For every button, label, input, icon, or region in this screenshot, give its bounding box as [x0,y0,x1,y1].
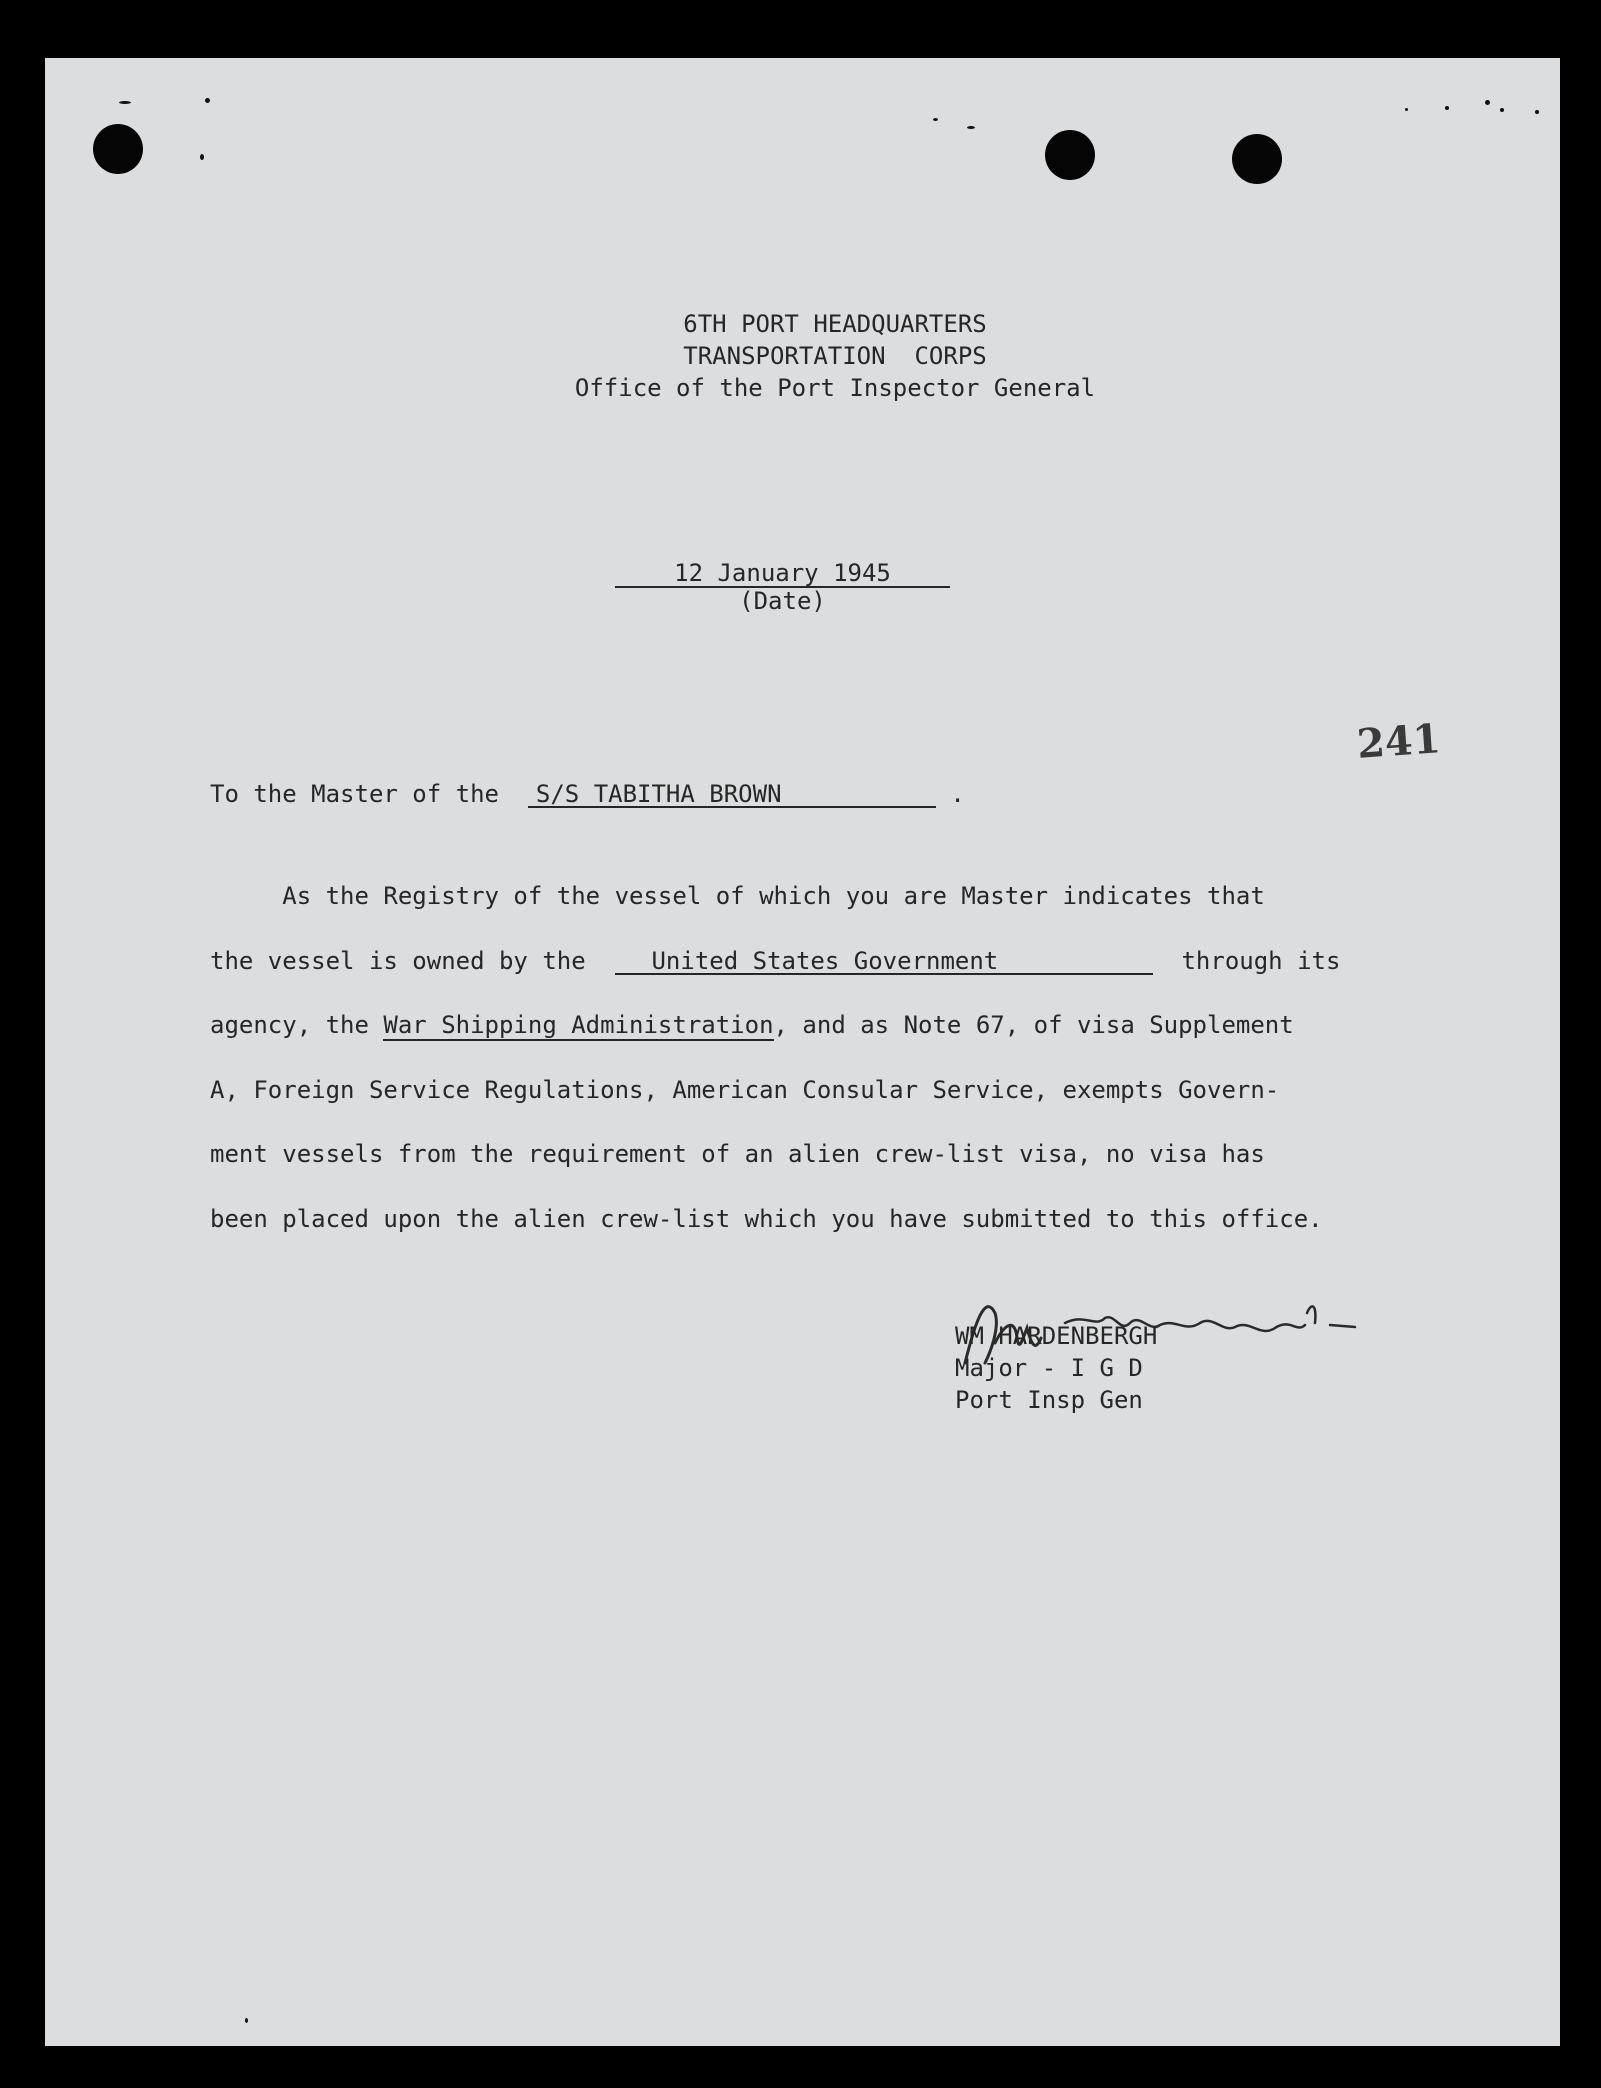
document-page [45,58,1560,2046]
speck [205,98,210,103]
agency-field: War Shipping Administration [383,1011,774,1039]
speck [1405,108,1408,111]
vessel-name-field: S/S TABITHA BROWN [528,782,936,808]
punch-hole-right [1232,134,1282,184]
date-caption: (Date) [739,587,826,615]
body-line-6: been placed upon the alien crew-list which you have submitted to this office. [210,1204,1323,1233]
letterhead-line-3: Office of the Port Inspector General [574,374,1096,402]
salutation-suffix: . [935,780,965,808]
signature-block [955,1320,1157,1416]
speck [933,118,938,121]
signatory-title: Port Insp Gen [955,1386,1143,1414]
speck [245,2018,248,2023]
letter-body [210,864,1470,1251]
speck [1500,108,1504,112]
body-line-5: ment vessels from the requirement of an alien crew-list visa, no visa has [210,1140,1265,1168]
owner-field: United States Government [615,949,1153,975]
speck [1445,106,1449,110]
body-line-3 [210,993,1470,1058]
handwritten-page-number: 241 [1355,715,1443,768]
body-line-1: As the Registry of the vessel of which you are Master indicates that [210,882,1265,910]
letterhead-line-2: TRANSPORTATION CORPS [683,342,987,370]
body-line-3-end: , and as Note 67, of visa Supplement [773,1011,1294,1039]
salutation [210,780,965,808]
body-line-2-end: through its [1152,946,1341,975]
date-value: 12 January 1945 [615,560,950,588]
signatory-rank: Major - I G D [955,1354,1143,1382]
date-block [615,560,950,614]
body-line-2-start: the vessel is owned by the [210,946,615,975]
signatory-name: WM HARDENBERGH [955,1322,1158,1350]
body-line-4: A, Foreign Service Regulations, American Consular Service, exempts Govern- [210,1075,1280,1104]
salutation-prefix: To the Master of the [210,780,528,808]
body-line-3-start: agency, the [210,1011,384,1039]
speck [1485,100,1490,105]
speck [967,126,975,129]
body-line-2 [210,929,1470,994]
speck [1535,110,1539,114]
punch-hole-left [93,124,143,174]
letterhead [405,308,1265,404]
speck [119,101,131,104]
speck [200,154,204,160]
punch-hole-center [1045,130,1095,180]
letterhead-line-1: 6TH PORT HEADQUARTERS [683,310,987,338]
